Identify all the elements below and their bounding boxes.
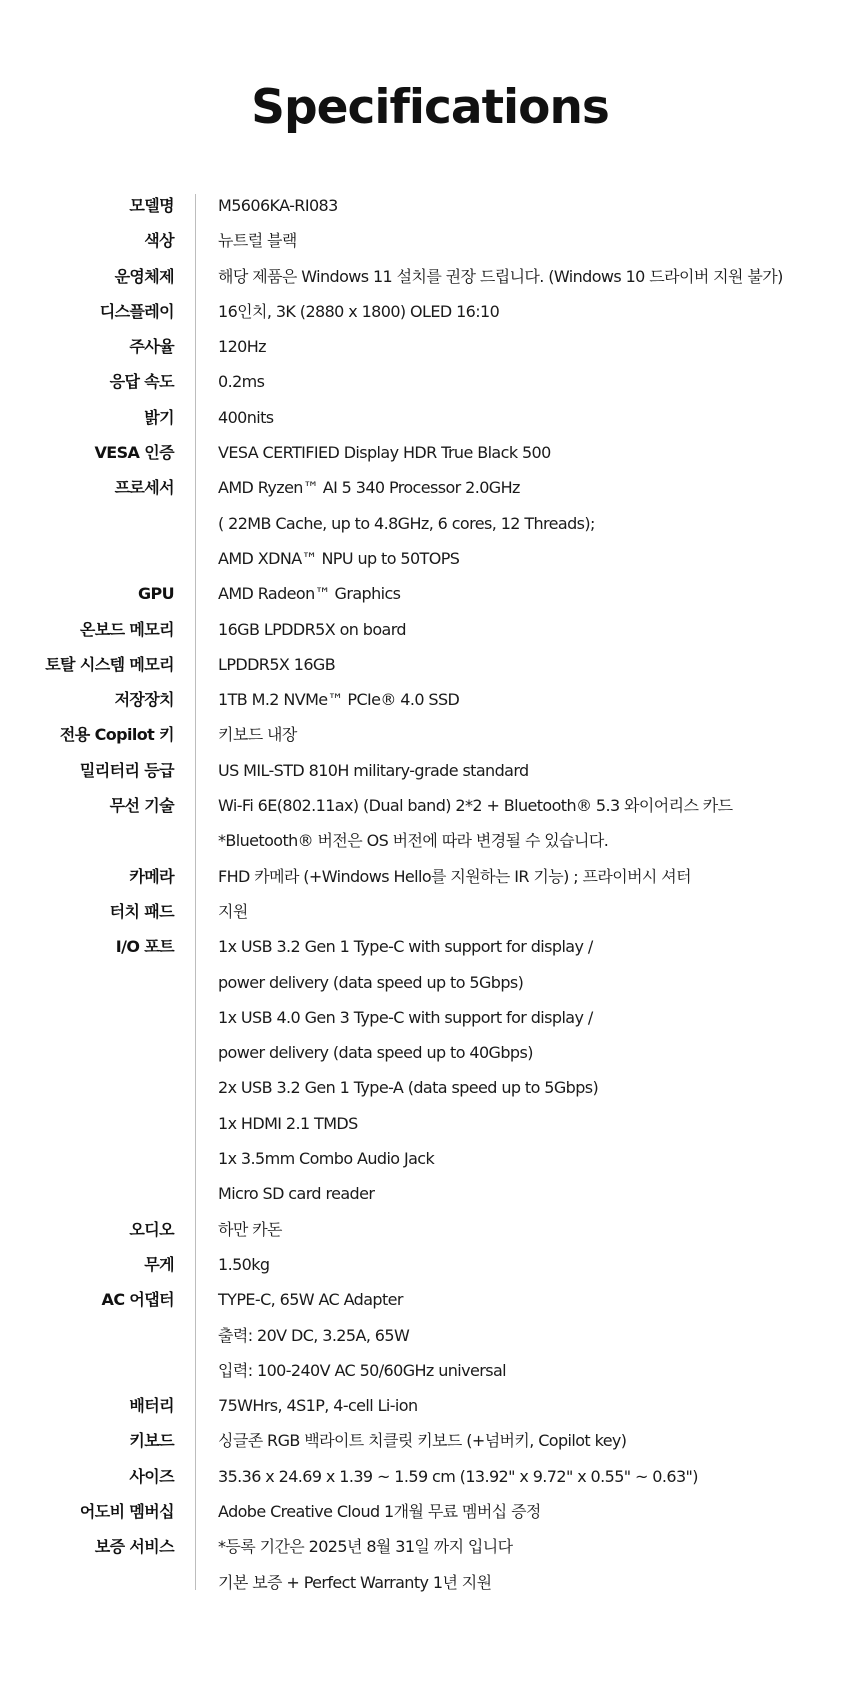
spec-label: 무선 기술 [109,796,174,816]
spec-value: 75WHrs, 4S1P, 4-cell Li-ion [218,1396,418,1416]
spec-value: ( 22MB Cache, up to 4.8GHz, 6 cores, 12 Threads); [218,513,595,533]
spec-label: 토탈 시스템 메모리 [45,654,174,674]
spec-value: 해당 제품은 Windows 11 설치를 권장 드립니다. (Windows 10 드라이버 지원 불가) [218,266,783,286]
spec-value: 400nits [218,407,274,427]
spec-value: AMD Ryzen™ AI 5 340 Processor 2.0GHz [218,478,520,498]
spec-value: power delivery (data speed up to 5Gbps) [218,972,524,992]
spec-values [218,753,856,788]
spec-table [0,188,860,1600]
spec-label: 온보드 메모리 [79,619,174,639]
spec-label: 어도비 멤버십 [79,1501,174,1521]
spec-values [218,364,856,399]
spec-label: 프로세서 [114,478,174,498]
spec-label: 오디오 [129,1219,174,1239]
spec-row [0,259,860,294]
spec-row [0,329,860,364]
spec-values [218,294,856,329]
spec-values [218,929,856,1211]
spec-value: US MIL-STD 810H military-grade standard [218,760,529,780]
spec-label: 보증 서비스 [94,1537,174,1557]
spec-row [0,1388,860,1423]
spec-values [218,788,856,859]
spec-values [218,329,856,364]
spec-value: M5606KA-RI083 [218,196,338,215]
spec-value: 120Hz [218,337,266,357]
spec-row [0,294,860,329]
spec-label: 밝기 [144,407,174,427]
spec-values [218,259,856,294]
spec-row [0,470,860,576]
spec-row [0,612,860,647]
spec-value: 싱글존 RGB 백라이트 치클릿 키보드 (+넘버키, Copilot key) [218,1431,627,1451]
spec-row [0,1247,860,1282]
spec-value: 1x USB 3.2 Gen 1 Type-C with support for display / [218,937,593,957]
spec-label: 색상 [144,231,174,251]
spec-label: VESA 인증 [94,443,174,463]
spec-label: I/O 포트 [115,937,174,957]
page-title: Specifications [251,80,609,135]
spec-values [218,1529,856,1600]
spec-row [0,223,860,258]
spec-label: AC 어댑터 [101,1290,174,1310]
spec-value: *Bluetooth® 버전은 OS 버전에 따라 변경될 수 있습니다. [218,831,609,851]
spec-label: 저장장치 [114,690,174,710]
spec-value: 2x USB 3.2 Gen 1 Type-A (data speed up to 5Gbps) [218,1078,599,1098]
spec-label: 터치 패드 [109,901,174,921]
spec-values [218,612,856,647]
spec-row [0,1423,860,1458]
spec-values [218,1212,856,1247]
spec-label: 밀리터리 등급 [79,760,174,780]
spec-values [218,435,856,470]
spec-label: 전용 Copilot 키 [59,725,174,745]
spec-value: 35.36 x 24.69 x 1.39 ~ 1.59 cm (13.92" x 9.72" x 0.55" ~ 0.63") [218,1466,698,1486]
spec-label: 사이즈 [129,1466,174,1486]
spec-row [0,894,860,929]
spec-row [0,435,860,470]
spec-values [218,894,856,929]
spec-values [218,1247,856,1282]
spec-values [218,1423,856,1458]
spec-row [0,647,860,682]
spec-value: AMD XDNA™ NPU up to 50TOPS [218,548,460,568]
spec-value: 1x USB 4.0 Gen 3 Type-C with support for display / [218,1007,593,1027]
spec-row [0,753,860,788]
spec-row [0,1459,860,1494]
spec-label: GPU [137,584,174,604]
spec-value: Adobe Creative Cloud 1개월 무료 멤버십 증정 [218,1501,541,1521]
spec-value: 출력: 20V DC, 3.25A, 65W [218,1325,410,1345]
spec-row [0,682,860,717]
spec-row [0,188,860,223]
spec-label: 모델명 [129,196,174,215]
spec-values [218,717,856,752]
spec-value: AMD Radeon™ Graphics [218,584,401,604]
spec-row [0,364,860,399]
spec-value: 0.2ms [218,372,265,392]
spec-values [218,1459,856,1494]
spec-row [0,717,860,752]
spec-value: Micro SD card reader [218,1184,375,1204]
spec-value: 기본 보증 + Perfect Warranty 1년 지원 [218,1572,492,1592]
spec-label: 응답 속도 [109,372,174,392]
spec-row [0,1529,860,1600]
spec-value: 지원 [218,901,248,921]
spec-value: 1x HDMI 2.1 TMDS [218,1113,358,1133]
spec-label: 카메라 [129,866,174,886]
spec-value: FHD 카메라 (+Windows Hello를 지원하는 IR 기능) ; 프라이버시 셔터 [218,866,691,886]
spec-value: 1x 3.5mm Combo Audio Jack [218,1149,435,1169]
spec-values [218,470,856,576]
spec-value: *등록 기간은 2025년 8월 31일 까지 입니다 [218,1537,513,1557]
spec-value: 뉴트럴 블랙 [218,231,297,251]
spec-value: VESA CERTIFIED Display HDR True Black 500 [218,443,551,463]
spec-row [0,1494,860,1529]
spec-value: 하만 카돈 [218,1219,282,1239]
spec-row [0,788,860,859]
spec-values [218,1282,856,1388]
spec-value: 1.50kg [218,1254,270,1274]
spec-value: 16GB LPDDR5X on board [218,619,406,639]
spec-values [218,647,856,682]
spec-values [218,188,856,223]
spec-label: 디스플레이 [99,301,174,321]
spec-value: 1TB M.2 NVMe™ PCIe® 4.0 SSD [218,690,460,710]
spec-label: 키보드 [129,1431,174,1451]
spec-values [218,1388,856,1423]
spec-value: 입력: 100-240V AC 50/60GHz universal [218,1360,507,1380]
spec-values [218,223,856,258]
spec-row [0,859,860,894]
spec-values [218,576,856,611]
spec-label: 운영체제 [114,266,174,286]
spec-value: power delivery (data speed up to 40Gbps) [218,1043,533,1063]
spec-values [218,859,856,894]
spec-values [218,1494,856,1529]
spec-value: 16인치, 3K (2880 x 1800) OLED 16:10 [218,301,500,321]
spec-row [0,1212,860,1247]
spec-values [218,682,856,717]
spec-label: 무게 [144,1254,174,1274]
spec-value: TYPE-C, 65W AC Adapter [218,1290,403,1310]
spec-label: 주사율 [129,337,174,357]
spec-row [0,576,860,611]
spec-value: 키보드 내장 [218,725,297,745]
spec-values [218,400,856,435]
spec-value: LPDDR5X 16GB [218,654,336,674]
spec-value: Wi-Fi 6E(802.11ax) (Dual band) 2*2 + Bluetooth® 5.3 와이어리스 카드 [218,796,733,816]
spec-row [0,929,860,1211]
spec-label: 배터리 [129,1396,174,1416]
spec-row [0,1282,860,1388]
spec-row [0,400,860,435]
